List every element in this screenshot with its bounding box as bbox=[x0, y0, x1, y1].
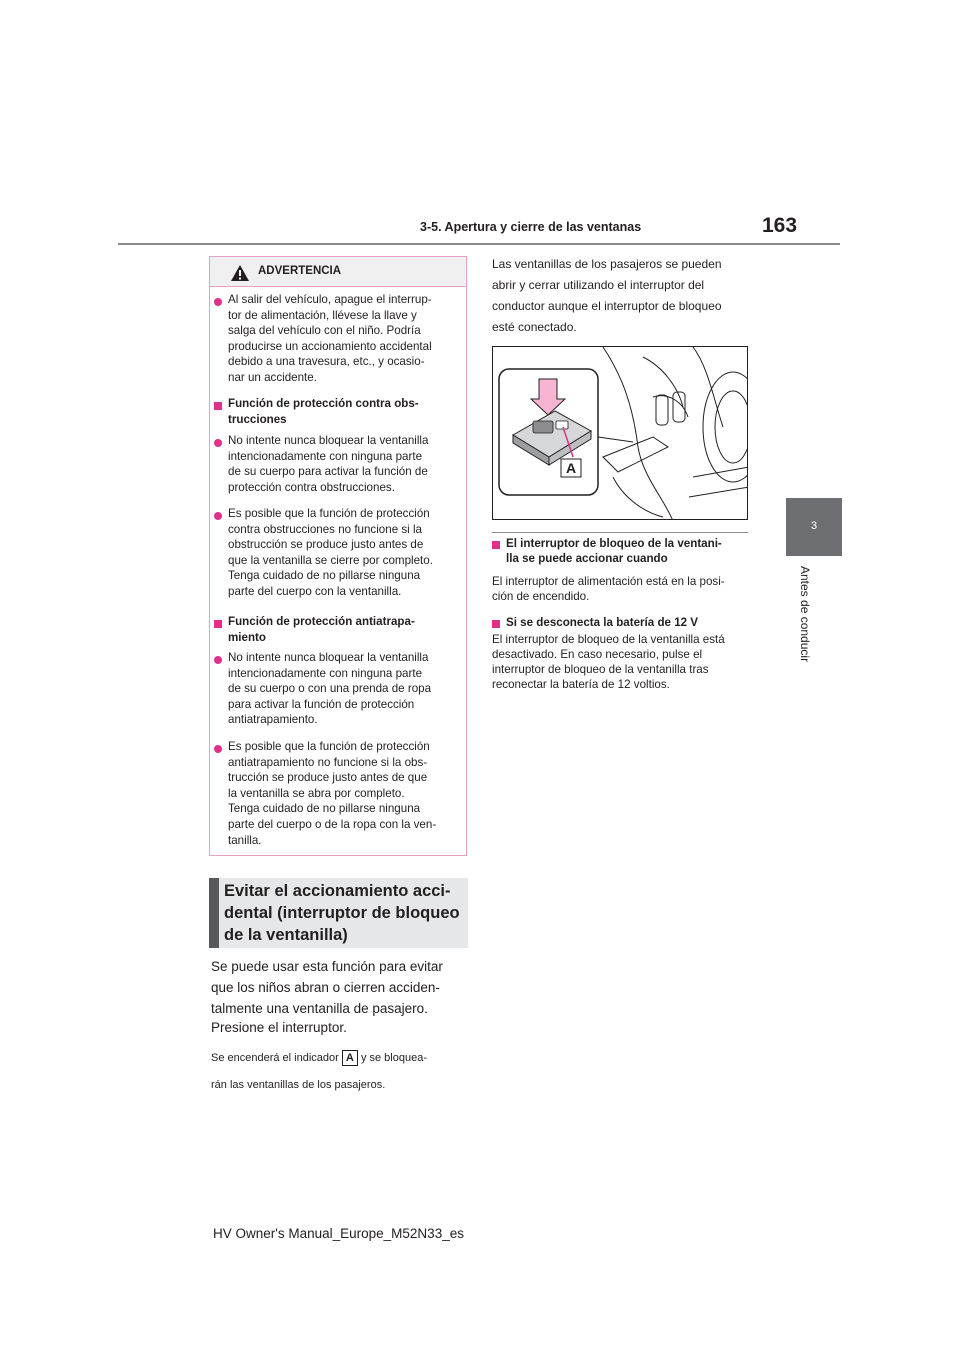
warning-title: ADVERTENCIA bbox=[258, 265, 342, 277]
bullet-dot bbox=[214, 745, 222, 753]
figure-label: A bbox=[565, 460, 577, 476]
bullet-dot bbox=[214, 512, 222, 520]
warning-subheading-2: Función de protección antiatrapa- miento bbox=[228, 615, 415, 644]
warning-item-2: No intente nunca bloquear la ventanilla intencionadamente con ninguna parte de su cuerpo para activar la función de protección contra obstrucciones. bbox=[228, 434, 429, 494]
footer-manual-id: HV Owner's Manual_Europe_M52N33_es bbox=[213, 1226, 464, 1241]
section-title: Evitar el accionamiento acci- dental (interruptor de bloqueo de la ventanilla) bbox=[224, 882, 460, 944]
chapter-number: 3 bbox=[810, 520, 818, 532]
car-door-drawing bbox=[493, 347, 748, 520]
right-text-2: El interruptor de bloqueo de la ventanilla está desactivado. En caso necesario, pulse el interruptor de bloqueo de la ventanilla tras reconectar la batería de 12 voltios. bbox=[492, 633, 725, 691]
warning-item-1: Al salir del vehículo, apague el interrup- tor de alimentación, llévese la llave y salga del vehículo con el niño. Podría producirse un accionamiento accidental debido a una travesura, etc., y ocasio- nar un accidente. bbox=[228, 293, 432, 384]
bullet-dot bbox=[214, 656, 222, 664]
section-header: 3-5. Apertura y cierre de las ventanas bbox=[420, 220, 642, 234]
warning-subheading-1: Función de protección contra obs- trucciones bbox=[228, 397, 419, 426]
sub-heading-marker bbox=[214, 620, 222, 628]
header-rule bbox=[118, 243, 840, 245]
section-note: Se encenderá el indicador A y se bloquea- bbox=[211, 1052, 427, 1065]
right-rule bbox=[492, 532, 748, 533]
indicator-label-badge: A bbox=[342, 1050, 358, 1066]
warning-item-3: Es posible que la función de protección contra obstrucciones no funcione si la obstrucción se produce justo antes de que la ventanilla se cierre por completo. Tenga cuidado de no pillarse ninguna parte del cuerpo con la ventanilla. bbox=[228, 507, 433, 598]
chapter-label: Antes de conducir bbox=[798, 566, 812, 663]
warning-icon bbox=[230, 264, 250, 282]
sub-heading-marker bbox=[492, 541, 500, 549]
bullet-dot bbox=[214, 439, 222, 447]
right-text-1: El interruptor de alimentación está en la posi- ción de encendido. bbox=[492, 575, 725, 603]
section-body: Se puede usar esta función para evitar que los niños abran o cierren acciden- talmente una ventanilla de pasajero. bbox=[211, 959, 443, 1016]
page-number: 163 bbox=[762, 214, 798, 237]
section-step: Presione el interruptor. bbox=[211, 1020, 347, 1035]
intro-text: Las ventanillas de los pasajeros se pueden abrir y cerrar utilizando el interruptor del conductor aunque el interruptor de bloqueo esté conectado. bbox=[492, 257, 722, 334]
lock-switch-illustration bbox=[492, 346, 748, 520]
section-heading-bar bbox=[209, 878, 219, 948]
bullet-dot bbox=[214, 298, 222, 306]
right-subheading-2: Si se desconecta la batería de 12 V bbox=[506, 616, 699, 629]
right-subheading-1: El interruptor de bloqueo de la ventani- lla se puede accionar cuando bbox=[506, 537, 722, 565]
warning-item-4: No intente nunca bloquear la ventanilla intencionadamente con ninguna parte de su cuerpo o con una prenda de ropa para activar la función de protección antiatrapamiento. bbox=[228, 651, 432, 727]
sub-heading-marker bbox=[214, 402, 222, 410]
warning-item-5: Es posible que la función de protección antiatrapamiento no funcione si la obs- trucción se produce justo antes de que la ventanilla se abra por completo. Tenga cuidado de no pillarse ninguna parte del cuerpo o de la ropa con la ven- tanilla. bbox=[228, 740, 437, 847]
sub-heading-marker bbox=[492, 620, 500, 628]
section-note-line2: rán las ventanillas de los pasajeros. bbox=[211, 1079, 386, 1091]
